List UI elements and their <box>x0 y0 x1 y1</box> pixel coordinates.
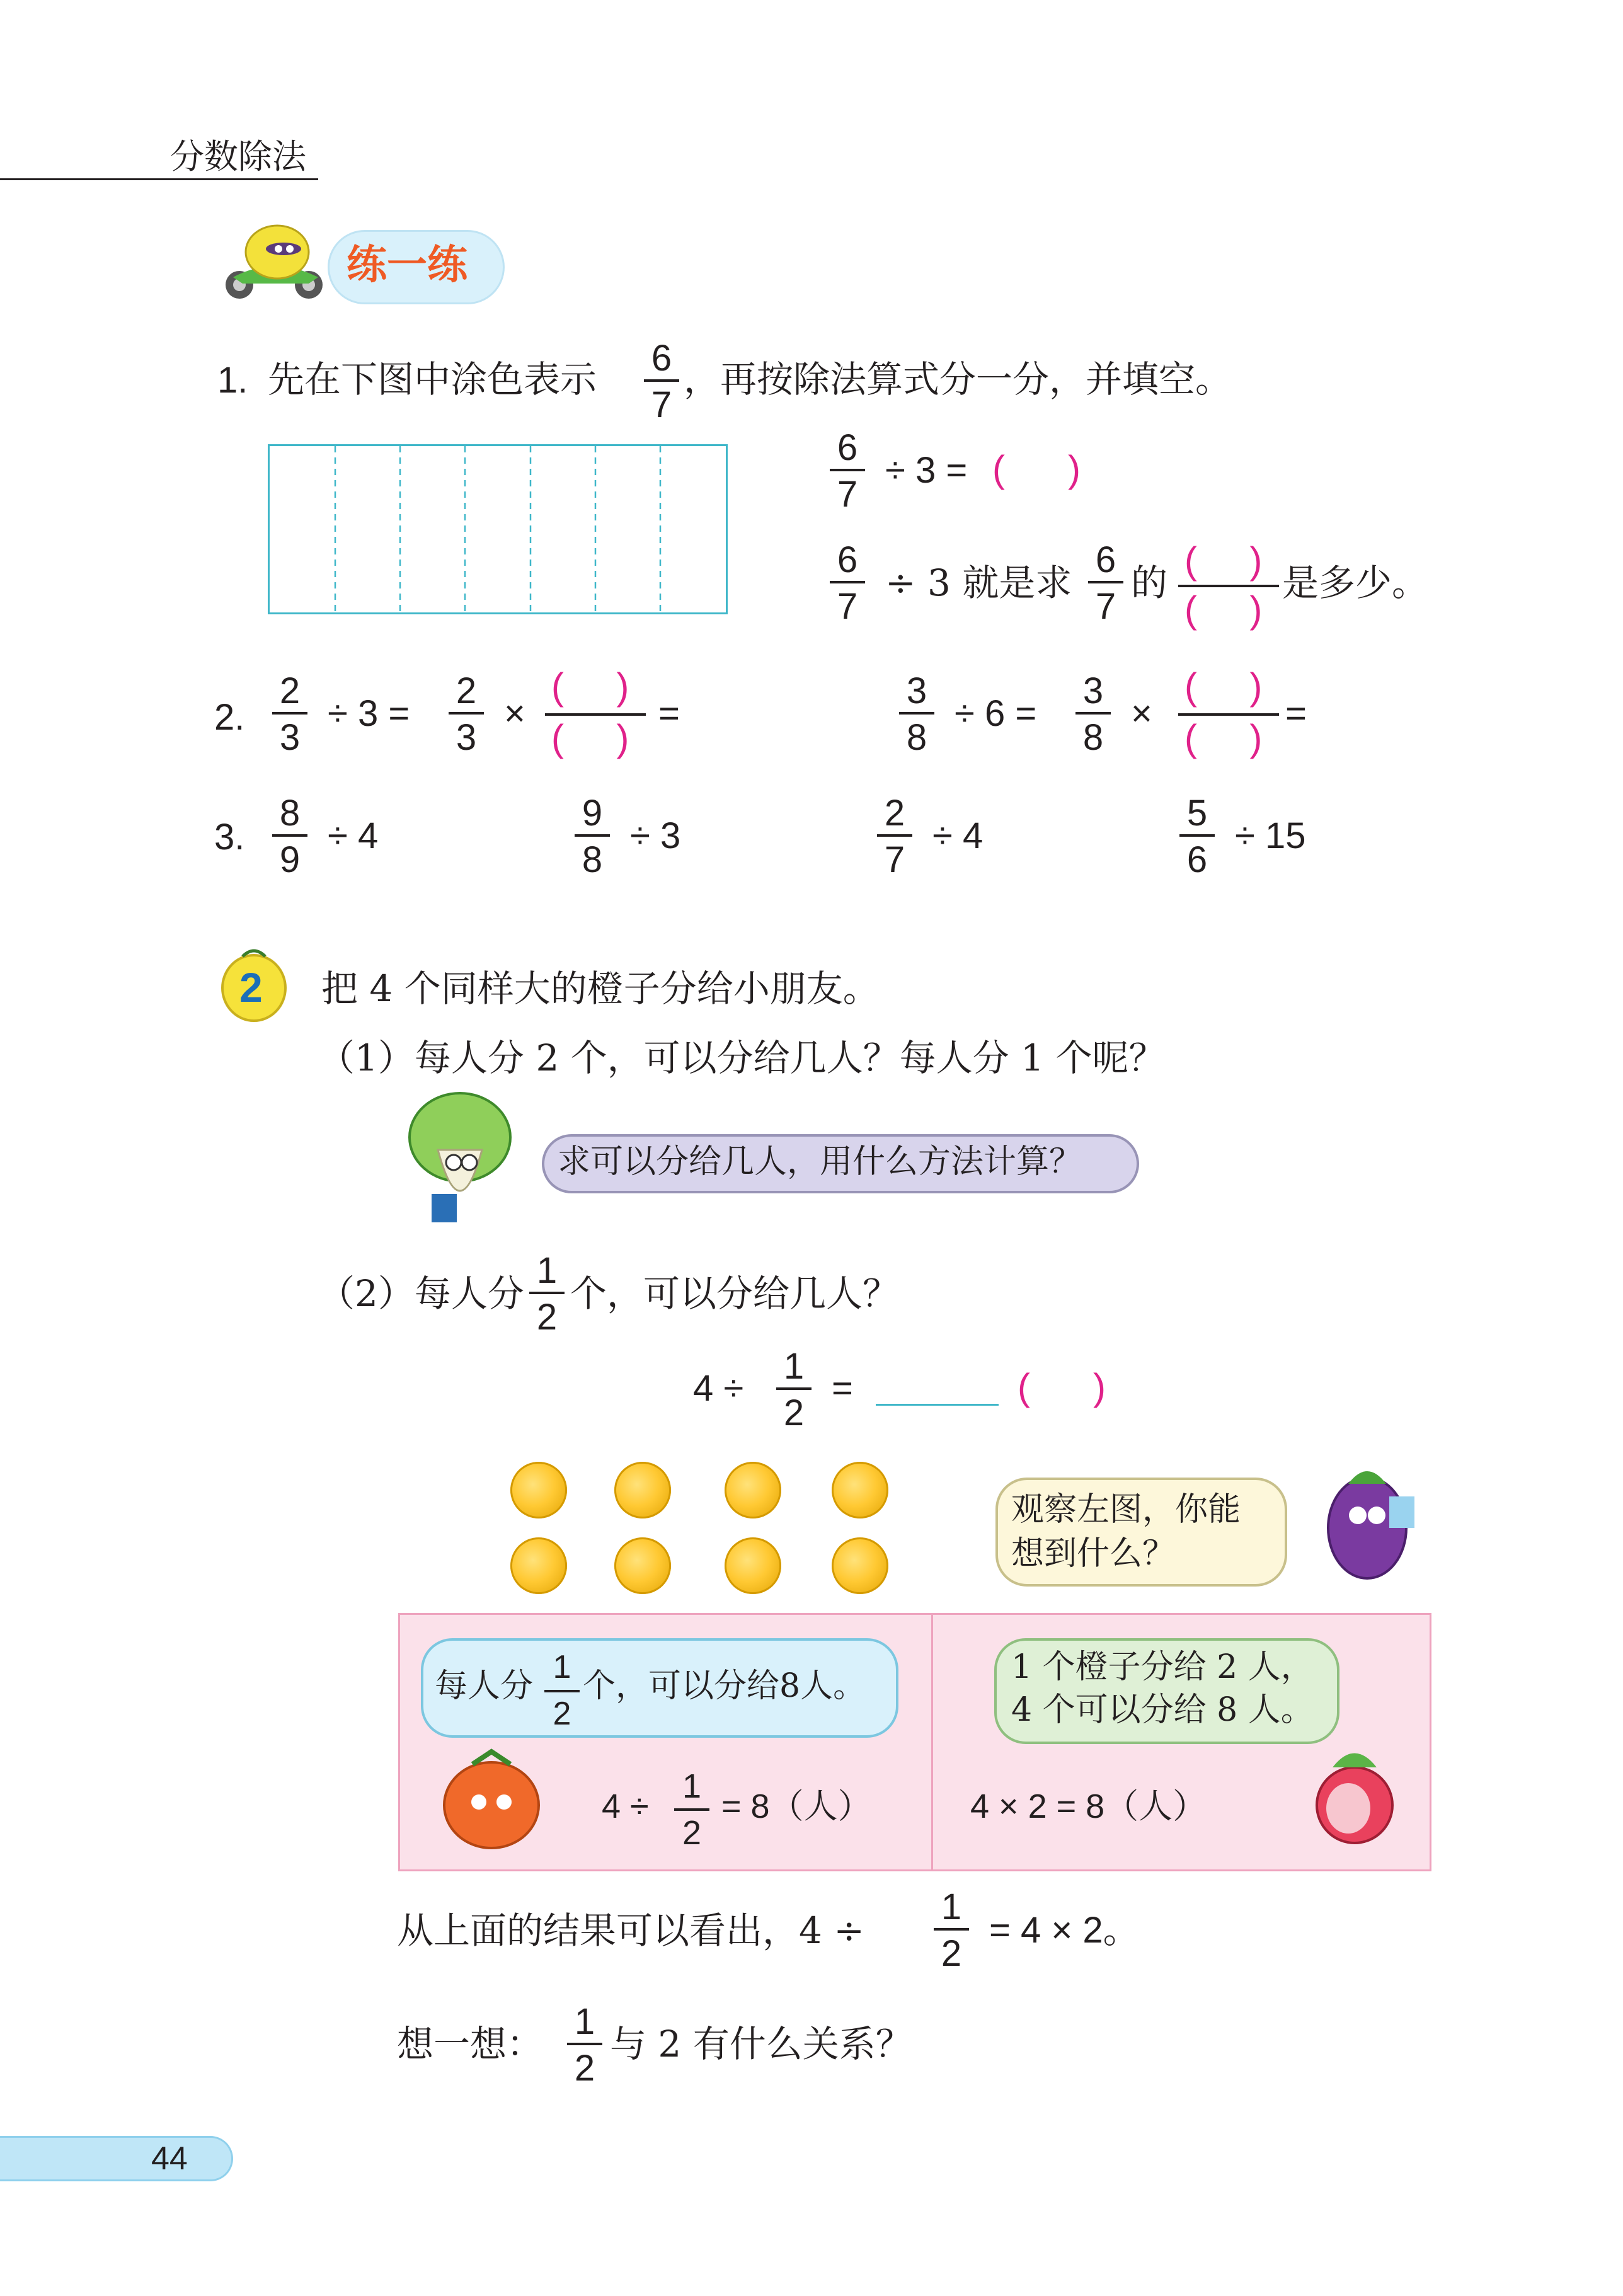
q1-number: 1. <box>217 360 248 401</box>
orange-6 <box>614 1537 671 1594</box>
part2-eq-fraction: 1 2 <box>775 1348 813 1434</box>
example-intro: 把 4 个同样大的橙子分给小朋友。 <box>321 967 880 1010</box>
q1-eq1-answer-blank[interactable]: ( ) <box>992 448 1081 490</box>
example-badge-number: 2 <box>239 964 263 1011</box>
tomato-eq-lhs: 4 ÷ <box>602 1788 649 1825</box>
q1-eq2-mid: 的 <box>1131 561 1168 604</box>
part2-eq-lhs: 4 ÷ <box>693 1368 744 1409</box>
orange-1 <box>510 1462 567 1518</box>
q1-eq2-fraction: 6 7 <box>829 542 866 628</box>
part2-half-fraction: 1 2 <box>528 1253 566 1338</box>
q1-eq2-fraction-b: 6 7 <box>1087 542 1125 628</box>
q2-left-op1: ÷ 3 = <box>328 693 410 734</box>
q3-item-2-op: ÷ 3 <box>630 815 681 856</box>
comparison-divider <box>931 1613 933 1871</box>
cabbage-mascot-icon <box>400 1087 526 1238</box>
orange-3 <box>725 1462 781 1518</box>
tomato-bubble-before: 每人分 <box>435 1667 534 1705</box>
page-number: 44 <box>151 2140 188 2177</box>
mascot-motorbike-icon <box>214 221 334 302</box>
tomato-eq-rhs: = 8（人） <box>721 1788 872 1825</box>
q1-text-after: ，再按除法算式分一分，并填空。 <box>684 358 1232 401</box>
orange-5 <box>510 1537 567 1594</box>
q3-item-1-op: ÷ 4 <box>328 815 379 856</box>
orange-4 <box>832 1462 888 1518</box>
q2-left-frac-b: 2 3 <box>447 673 485 759</box>
orange-8 <box>832 1537 888 1594</box>
example-part2-before: （2）每人分 <box>318 1272 524 1315</box>
q2-right-eq: = <box>1285 693 1307 734</box>
observe-bubble-line2: 想到什么？ <box>1011 1535 1176 1573</box>
part2-answer-paren[interactable]: ( ) <box>1018 1366 1106 1408</box>
q3-item-1-fraction: 8 9 <box>271 795 309 881</box>
q2-left-eq: = <box>658 693 680 734</box>
radish-bubble-line1: 1 个橙子分给 2 人， <box>1011 1648 1314 1686</box>
q2-right-frac-b: 3 8 <box>1074 673 1112 759</box>
q3-item-4-op: ÷ 15 <box>1235 815 1306 856</box>
q1-eq2-end: 是多少。 <box>1282 561 1429 604</box>
q2-left-op2: × <box>504 693 525 734</box>
q2-right-frac-a: 3 8 <box>898 673 936 759</box>
tomato-bubble-after: 个，可以分给8人。 <box>583 1667 866 1705</box>
part2-answer-line[interactable] <box>876 1404 999 1406</box>
header-rule <box>0 178 318 180</box>
q1-eq1-fraction: 6 7 <box>829 430 866 515</box>
part2-eq-sign: = <box>832 1368 853 1409</box>
section-title: 分数除法 <box>170 137 306 176</box>
eggplant-mascot-icon <box>1298 1440 1430 1591</box>
question-bubble-text: 求可以分给几人，用什么方法计算？ <box>558 1143 1082 1181</box>
q3-item-3-fraction: 2 7 <box>876 795 914 881</box>
shading-rectangle[interactable] <box>268 444 728 614</box>
conclusion-after: = 4 × 2。 <box>989 1910 1140 1951</box>
q1-eq2-op: ÷ 3 就是求 <box>885 561 1072 604</box>
q2-number: 2. <box>214 697 245 738</box>
orange-2 <box>614 1462 671 1518</box>
radish-mascot-icon <box>1295 1739 1408 1852</box>
think-before: 想一想： <box>397 2023 544 2065</box>
q3-item-3-op: ÷ 4 <box>932 815 984 856</box>
orange-7 <box>725 1537 781 1594</box>
practice-label: 练一练 <box>347 242 467 287</box>
q3-number: 3. <box>214 817 245 858</box>
q2-left-frac-a: 2 3 <box>271 673 309 759</box>
tomato-eq-fraction: 1 2 <box>673 1769 711 1855</box>
think-after: 与 2 有什么关系？ <box>610 2023 912 2065</box>
q1-fraction: 6 7 <box>643 340 680 426</box>
radish-bubble-line2: 4 个可以分给 8 人。 <box>1011 1691 1314 1729</box>
page-number-tab <box>0 2136 233 2181</box>
q2-left-blank-fraction[interactable]: ( ) ( ) <box>545 668 646 756</box>
q2-right-op2: × <box>1131 693 1152 734</box>
q3-item-2-fraction: 9 8 <box>573 795 611 881</box>
think-fraction: 1 2 <box>566 2004 604 2089</box>
example-part1: （1）每人分 2 个，可以分给几人？每人分 1 个呢？ <box>318 1036 1166 1079</box>
q1-eq1-op: ÷ 3 = <box>885 450 968 491</box>
conclusion-before: 从上面的结果可以看出，4 ÷ <box>397 1909 864 1952</box>
q1-text-before: 先在下图中涂色表示 <box>268 358 597 401</box>
observe-bubble-line1: 观察左图，你能 <box>1011 1491 1241 1529</box>
q1-eq2-blank-fraction[interactable]: ( ) ( ) <box>1178 542 1279 630</box>
example-part2-after: 个，可以分给几人？ <box>570 1272 900 1315</box>
q3-item-4-fraction: 5 6 <box>1178 795 1216 881</box>
radish-eq: 4 × 2 = 8（人） <box>970 1788 1207 1825</box>
tomato-bubble-fraction: 1 2 <box>543 1651 581 1736</box>
q2-right-op1: ÷ 6 = <box>955 693 1037 734</box>
q2-right-blank-fraction[interactable]: ( ) ( ) <box>1178 668 1279 756</box>
tomato-mascot-icon <box>422 1745 561 1859</box>
conclusion-fraction: 1 2 <box>932 1889 970 1975</box>
